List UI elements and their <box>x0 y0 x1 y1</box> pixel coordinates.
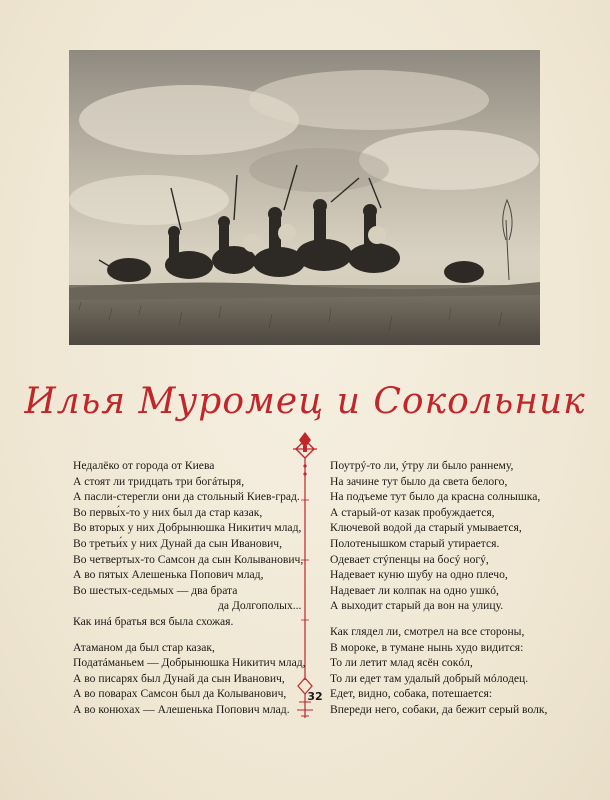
page-number: 32 <box>307 690 323 703</box>
verse-line: На подъеме тут было да красна солнышка, <box>330 490 541 504</box>
ornamental-divider <box>290 430 320 720</box>
verse-line: То ли едет там удалый добрый мóлодец. <box>330 671 529 685</box>
verse-line: Надевает ли колпак на одно ушкó, <box>330 583 499 597</box>
verse-line: Как глядел ли, смотрел на все стороны, <box>330 624 525 638</box>
verse-line: Во первы́х-то у них был да стар казак, <box>73 505 263 519</box>
verse-line: Недалёко от города от Киева <box>73 459 215 472</box>
poem-title: Илья Муромец и Сокольник <box>24 381 586 422</box>
verse-line: На зачине тут было да света белого, <box>330 474 508 488</box>
verse-line-indented: да Долгополых... <box>218 599 302 613</box>
verse-line: А во поварах Самсон был да Колыванович, <box>73 687 287 701</box>
verse-line: А во конюхах — Алешенька Попович млад. <box>73 702 290 716</box>
right-text-column <box>330 458 570 718</box>
verse-line: А пасли-стерегли они да стольный Киев-град. <box>73 490 300 504</box>
verse-line: А во пятых Алешенька Попович млад, <box>73 568 264 582</box>
verse-line: То ли летит млад ясён сокóл, <box>330 656 473 670</box>
verse-line: Податáманьем — Добрынюшка Никитич млад, <box>73 656 306 670</box>
verse-line: Во четвертых-то Самсон да сын Колыванович, <box>73 552 304 566</box>
verse-line: Во третьи́х у них Дунай да сын Иванович, <box>73 536 283 550</box>
verse-line: А старый-от казак пробуждается, <box>330 505 495 519</box>
verse-line: Во шестых-седьмых — два брата <box>73 583 238 597</box>
verse-line: Поутрý-то ли, ýтру ли было раннему, <box>330 459 514 472</box>
verse-line: Как инá братья вся была схожая. <box>73 614 234 628</box>
verse-line: Ключевой водой да старый умывается, <box>330 521 522 535</box>
stanza-gap <box>330 614 570 624</box>
verse-line: А во писарях был Дунай да сын Иванович, <box>73 671 285 685</box>
verse-line: Одевает стýпенцы на босý ногý, <box>330 552 489 566</box>
verse-line: А стоят ли тридцать три богáтыря, <box>73 474 245 488</box>
verse-line: А выходит старый да вон на улицу. <box>330 599 504 613</box>
verse-line: Надевает куню шубу на одно плечо, <box>330 568 508 582</box>
left-text-column <box>73 458 306 718</box>
verse-line: Едет, видно, собака, потешается: <box>330 687 493 701</box>
verse-line: В мороке, в тумане нынь худо видится: <box>330 640 524 654</box>
riders-illustration <box>69 50 540 345</box>
verse-line: Впереди него, собаки, да бежит серый волк, <box>330 702 548 716</box>
verse-line: Во вторых у них Добрынюшка Никитич млад, <box>73 521 302 535</box>
verse-line: Атаманом да был стар казак, <box>73 640 215 654</box>
stanza-gap <box>73 630 288 640</box>
verse-line: Полотенышком старый утирается. <box>330 536 500 550</box>
